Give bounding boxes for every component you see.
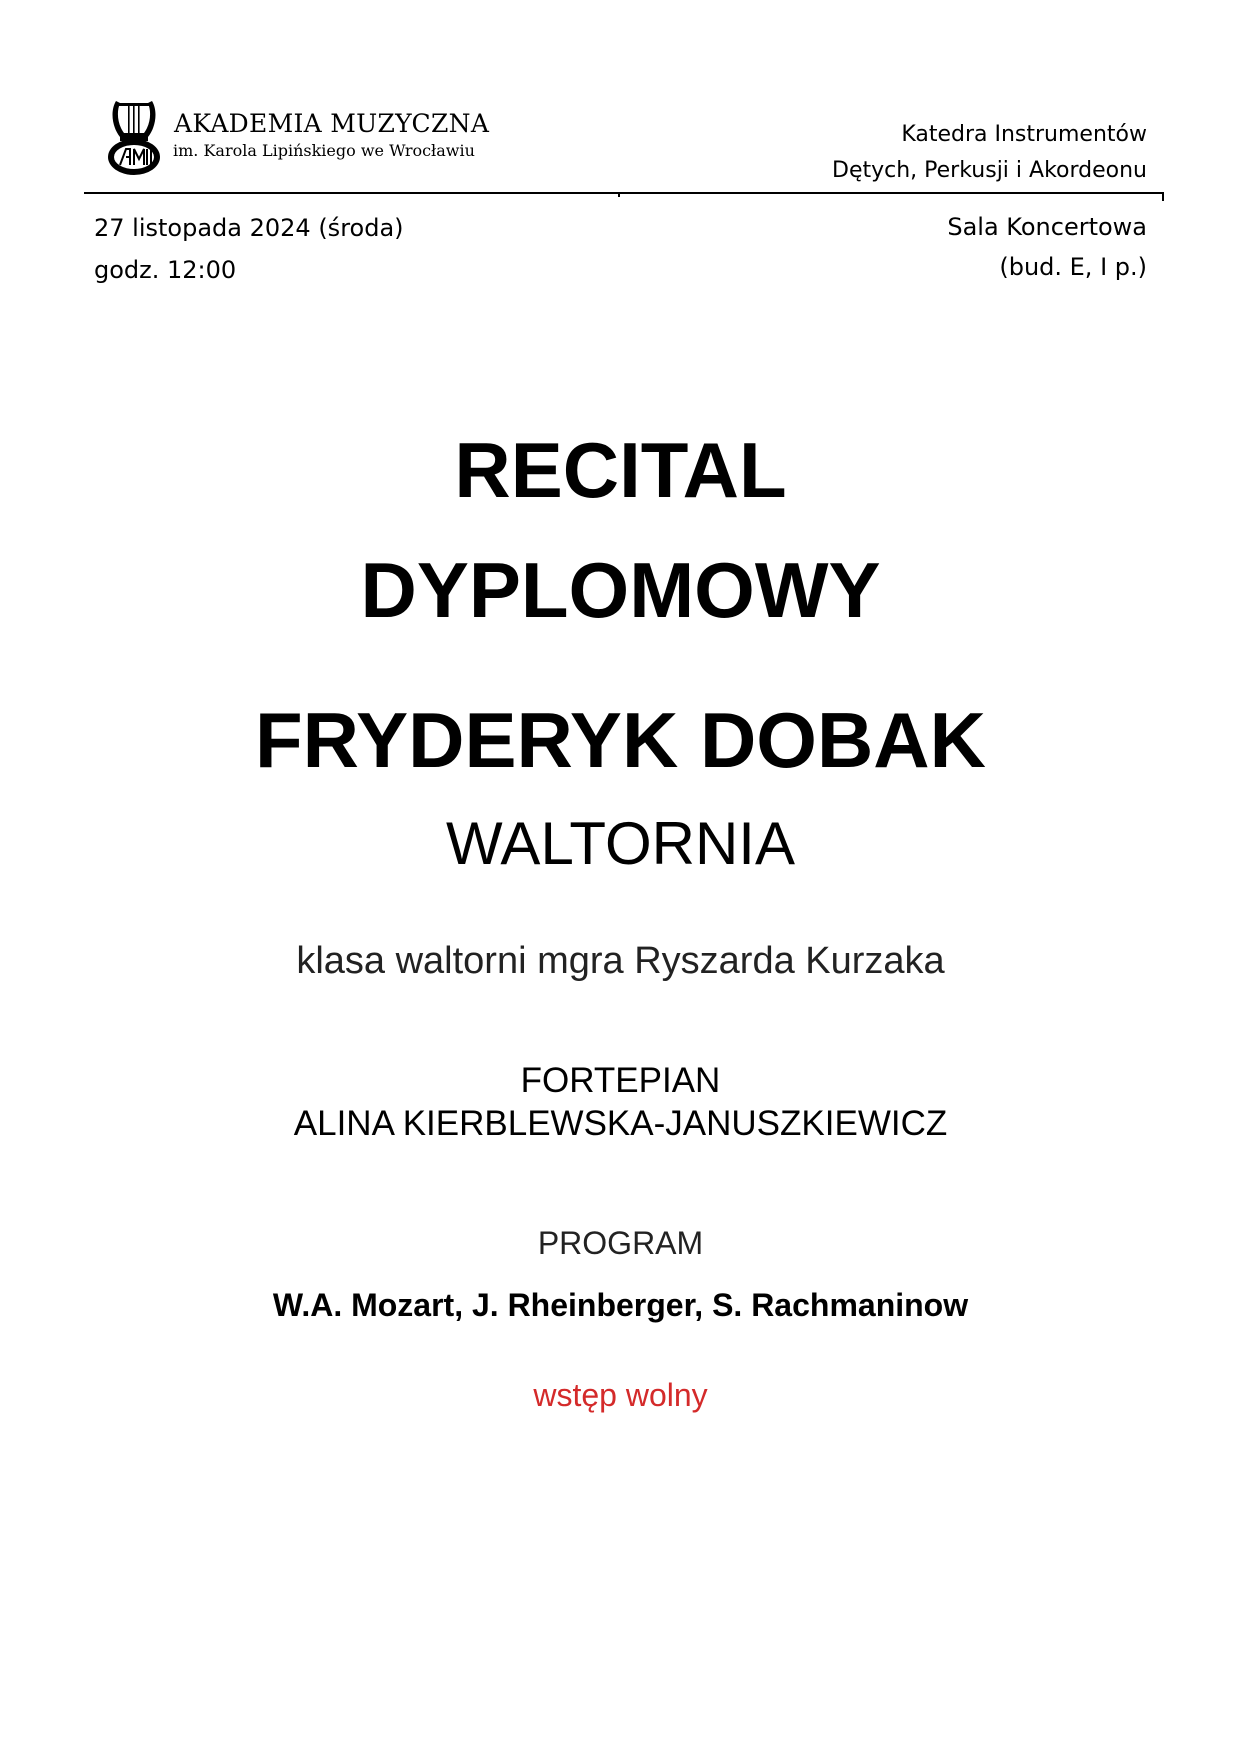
title-line-1: RECITAL [454, 426, 787, 514]
header-divider-end [1162, 193, 1164, 201]
pianist-name: ALINA KIERBLEWSKA-JANUSZKIEWICZ [293, 1104, 948, 1143]
department-line-1: Katedra Instrumentów [901, 122, 1147, 147]
header-divider [84, 192, 1164, 194]
performer-name: FRYDERYK DOBAK [255, 696, 986, 784]
program-composers: W.A. Mozart, J. Rheinberger, S. Rachmaninow [272, 1287, 969, 1323]
event-date: 27 listopada 2024 (środa) [94, 214, 404, 242]
class-info: klasa waltorni mgra Ryszarda Kurzaka [296, 940, 945, 982]
department-line-2: Dętych, Perkusji i Akordeonu [832, 158, 1147, 183]
event-date-time [94, 207, 404, 291]
instrument-name: WALTORNIA [446, 810, 795, 877]
header-divider-tick [618, 193, 620, 197]
department-block [727, 117, 1147, 189]
piano-label: FORTEPIAN [520, 1061, 721, 1100]
event-venue [747, 207, 1147, 287]
event-time: godz. 12:00 [94, 256, 237, 284]
venue-line-1: Sala Koncertowa [947, 213, 1147, 241]
admission-note: wstęp wolny [533, 1377, 708, 1413]
program-label: PROGRAM [537, 1225, 704, 1261]
lyre-logo-icon [106, 97, 162, 177]
title-line-2: DYPLOMOWY [360, 546, 881, 634]
institution-subtitle: im. Karola Lipińskiego we Wrocławiu [173, 141, 475, 160]
venue-line-2: (bud. E, I p.) [999, 253, 1147, 281]
institution-name: AKADEMIA MUZYCZNA [174, 109, 490, 138]
